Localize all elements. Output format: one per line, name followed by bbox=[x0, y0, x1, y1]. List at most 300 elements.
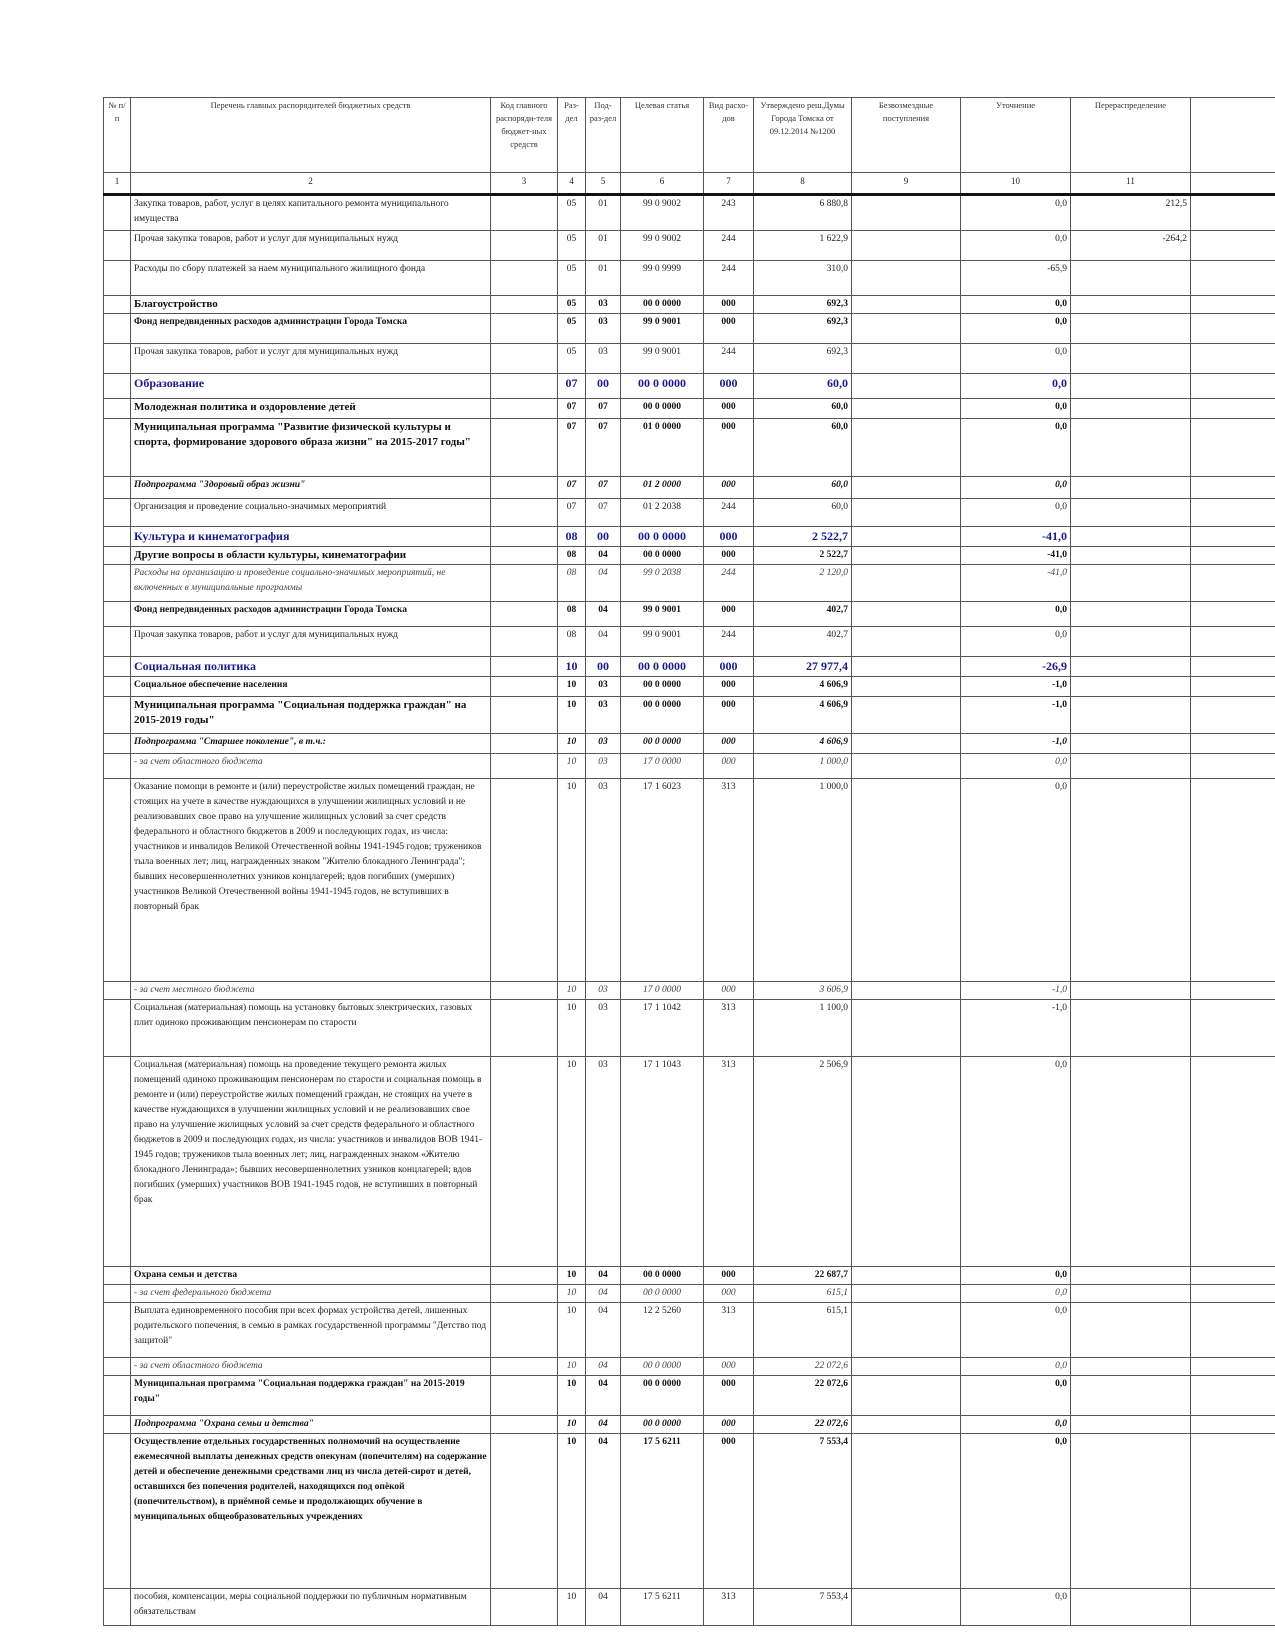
row-number bbox=[104, 982, 131, 1000]
row-approved-amount: 27 977,4 bbox=[754, 657, 852, 677]
row-number bbox=[104, 565, 131, 602]
row-target-article: 01 0 0000 bbox=[621, 419, 704, 477]
row-approved-amount: 60,0 bbox=[754, 419, 852, 477]
row-target-article: 99 0 2038 bbox=[621, 565, 704, 602]
row-code bbox=[491, 399, 558, 419]
row-extra bbox=[1191, 754, 1275, 779]
row-expense-type: 000 bbox=[704, 982, 754, 1000]
column-number: 11 bbox=[1071, 173, 1191, 195]
row-section: 07 bbox=[558, 374, 586, 399]
row-code bbox=[491, 677, 558, 697]
row-number bbox=[104, 734, 131, 754]
table-row bbox=[104, 1358, 1275, 1376]
row-description: Оказание помощи в ремонте и (или) переустройстве жилых помещений граждан, не стоящих на учете в качестве нуждающихся в улучшении жилищных условий и не реализовавших свое право на улучшение жилищных условий за счет средств федерального и областного бюджетов в 2009 и последующих годах, из числа: участников и инвалидов Великой Отечественной войны 1941-1945 годов; тружеников тыла военных лет; лиц, награжденных знаком "Жителю блокадного Ленинграда"; бывших несовершеннолетних узников концлагерей; вдов погибших (умерших) участников Великой Отечественной войны 1941-1945 годов, не вступивших в повторный брак bbox=[131, 779, 491, 982]
table-row bbox=[104, 314, 1275, 344]
row-approved-amount: 1 622,9 bbox=[754, 231, 852, 261]
row-description: Другие вопросы в области культуры, кинематографии bbox=[131, 547, 491, 565]
row-expense-type: 000 bbox=[704, 296, 754, 314]
row-code bbox=[491, 627, 558, 657]
row-approved-amount: 4 606,9 bbox=[754, 734, 852, 754]
row-section: 05 bbox=[558, 344, 586, 374]
row-grants bbox=[852, 314, 961, 344]
row-extra bbox=[1191, 1358, 1275, 1376]
table-row bbox=[104, 657, 1275, 677]
row-section: 07 bbox=[558, 499, 586, 527]
row-code bbox=[491, 602, 558, 627]
table-row bbox=[104, 602, 1275, 627]
row-section: 08 bbox=[558, 627, 586, 657]
row-grants bbox=[852, 231, 961, 261]
row-code bbox=[491, 754, 558, 779]
row-subsection: 01 bbox=[586, 261, 621, 296]
row-extra bbox=[1191, 477, 1275, 499]
row-subsection: 00 bbox=[586, 657, 621, 677]
row-description: Фонд непредвиденных расходов администрации Города Томска bbox=[131, 314, 491, 344]
row-target-article: 17 0 0000 bbox=[621, 982, 704, 1000]
row-number bbox=[104, 1358, 131, 1376]
row-section: 10 bbox=[558, 1267, 586, 1285]
row-section: 05 bbox=[558, 261, 586, 296]
row-redistribution bbox=[1071, 1434, 1191, 1589]
row-extra bbox=[1191, 657, 1275, 677]
row-number bbox=[104, 754, 131, 779]
row-section: 08 bbox=[558, 527, 586, 547]
row-description: Подпрограмма "Здоровый образ жизни" bbox=[131, 477, 491, 499]
row-code bbox=[491, 1057, 558, 1267]
row-code bbox=[491, 499, 558, 527]
row-description: Муниципальная программа "Социальная поддержка граждан" на 2015-2019 годы" bbox=[131, 697, 491, 734]
row-extra bbox=[1191, 344, 1275, 374]
row-target-article: 00 0 0000 bbox=[621, 296, 704, 314]
row-grants bbox=[852, 982, 961, 1000]
row-expense-type: 000 bbox=[704, 677, 754, 697]
row-code bbox=[491, 1358, 558, 1376]
table-row bbox=[104, 296, 1275, 314]
row-number bbox=[104, 602, 131, 627]
row-clarification: -26,9 bbox=[961, 657, 1071, 677]
table-row bbox=[104, 1057, 1275, 1267]
row-description: Подпрограмма "Охрана семьи и детства" bbox=[131, 1416, 491, 1434]
row-approved-amount: 22 072,6 bbox=[754, 1416, 852, 1434]
row-redistribution bbox=[1071, 374, 1191, 399]
row-approved-amount: 692,3 bbox=[754, 344, 852, 374]
row-extra bbox=[1191, 982, 1275, 1000]
row-grants bbox=[852, 1434, 961, 1589]
table-row bbox=[104, 627, 1275, 657]
row-code bbox=[491, 527, 558, 547]
row-code bbox=[491, 374, 558, 399]
row-description: Прочая закупка товаров, работ и услуг для муниципальных нужд bbox=[131, 627, 491, 657]
row-redistribution bbox=[1071, 627, 1191, 657]
row-description: Подпрограмма "Старшее поколение", в т.ч.: bbox=[131, 734, 491, 754]
row-approved-amount: 22 072,6 bbox=[754, 1376, 852, 1416]
row-number bbox=[104, 1589, 131, 1626]
row-extra bbox=[1191, 527, 1275, 547]
row-grants bbox=[852, 374, 961, 399]
row-redistribution bbox=[1071, 261, 1191, 296]
column-number: 5 bbox=[586, 173, 621, 195]
column-number: 8 bbox=[754, 173, 852, 195]
row-approved-amount: 7 553,4 bbox=[754, 1589, 852, 1626]
row-section: 10 bbox=[558, 1285, 586, 1303]
row-redistribution bbox=[1071, 982, 1191, 1000]
header-col-redistribution: Перераспределение bbox=[1071, 98, 1191, 173]
column-number: 7 bbox=[704, 173, 754, 195]
row-redistribution bbox=[1071, 419, 1191, 477]
row-extra bbox=[1191, 314, 1275, 344]
row-approved-amount: 2 522,7 bbox=[754, 527, 852, 547]
row-expense-type: 244 bbox=[704, 565, 754, 602]
row-extra bbox=[1191, 1376, 1275, 1416]
row-expense-type: 000 bbox=[704, 754, 754, 779]
row-code bbox=[491, 565, 558, 602]
row-target-article: 00 0 0000 bbox=[621, 1285, 704, 1303]
row-subsection: 00 bbox=[586, 527, 621, 547]
row-extra bbox=[1191, 1285, 1275, 1303]
column-number: 10 bbox=[961, 173, 1071, 195]
row-grants bbox=[852, 565, 961, 602]
row-clarification: 0,0 bbox=[961, 399, 1071, 419]
row-clarification: 0,0 bbox=[961, 314, 1071, 344]
header-col-clarification: Уточнение bbox=[961, 98, 1071, 173]
row-description: Культура и кинематография bbox=[131, 527, 491, 547]
header-col-subsection: Под-раз-дел bbox=[586, 98, 621, 173]
row-number bbox=[104, 1285, 131, 1303]
row-target-article: 99 0 9002 bbox=[621, 231, 704, 261]
row-target-article: 17 1 1043 bbox=[621, 1057, 704, 1267]
row-grants bbox=[852, 1358, 961, 1376]
table-row bbox=[104, 399, 1275, 419]
row-approved-amount: 4 606,9 bbox=[754, 697, 852, 734]
row-redistribution bbox=[1071, 477, 1191, 499]
row-code bbox=[491, 1303, 558, 1358]
row-clarification: 0,0 bbox=[961, 1416, 1071, 1434]
row-approved-amount: 310,0 bbox=[754, 261, 852, 296]
row-target-article: 00 0 0000 bbox=[621, 677, 704, 697]
row-description: Муниципальная программа "Развитие физической культуры и спорта, формирование здорового образа жизни" на 2015-2017 годы" bbox=[131, 419, 491, 477]
row-section: 07 bbox=[558, 399, 586, 419]
row-redistribution bbox=[1071, 1057, 1191, 1267]
row-clarification: 0,0 bbox=[961, 754, 1071, 779]
table-row bbox=[104, 1267, 1275, 1285]
row-clarification: 0,0 bbox=[961, 1267, 1071, 1285]
row-expense-type: 000 bbox=[704, 1267, 754, 1285]
row-grants bbox=[852, 754, 961, 779]
row-target-article: 99 0 9001 bbox=[621, 344, 704, 374]
row-grants bbox=[852, 344, 961, 374]
row-target-article: 00 0 0000 bbox=[621, 1416, 704, 1434]
row-clarification: 0,0 bbox=[961, 1057, 1071, 1267]
header-col-code: Код главного распоряди-теля бюджет-ных средств bbox=[491, 98, 558, 173]
row-redistribution bbox=[1071, 1358, 1191, 1376]
row-description: - за счет областного бюджета bbox=[131, 754, 491, 779]
row-extra bbox=[1191, 1267, 1275, 1285]
row-code bbox=[491, 1000, 558, 1057]
row-extra bbox=[1191, 499, 1275, 527]
row-subsection: 03 bbox=[586, 677, 621, 697]
row-clarification: 0,0 bbox=[961, 477, 1071, 499]
row-number bbox=[104, 261, 131, 296]
row-description: Организация и проведение социально-значимых мероприятий bbox=[131, 499, 491, 527]
row-subsection: 03 bbox=[586, 296, 621, 314]
row-grants bbox=[852, 1057, 961, 1267]
row-redistribution bbox=[1071, 314, 1191, 344]
row-description: Прочая закупка товаров, работ и услуг для муниципальных нужд bbox=[131, 231, 491, 261]
row-extra bbox=[1191, 677, 1275, 697]
row-section: 10 bbox=[558, 1589, 586, 1626]
row-section: 10 bbox=[558, 1358, 586, 1376]
row-clarification: 0,0 bbox=[961, 1358, 1071, 1376]
row-subsection: 04 bbox=[586, 1285, 621, 1303]
row-redistribution bbox=[1071, 697, 1191, 734]
row-section: 10 bbox=[558, 657, 586, 677]
row-subsection: 04 bbox=[586, 1376, 621, 1416]
row-number bbox=[104, 195, 131, 231]
row-extra bbox=[1191, 231, 1275, 261]
row-expense-type: 244 bbox=[704, 261, 754, 296]
row-description: Образование bbox=[131, 374, 491, 399]
row-approved-amount: 60,0 bbox=[754, 499, 852, 527]
row-section: 05 bbox=[558, 195, 586, 231]
row-expense-type: 244 bbox=[704, 344, 754, 374]
row-grants bbox=[852, 1303, 961, 1358]
row-redistribution bbox=[1071, 734, 1191, 754]
row-approved-amount: 2 120,0 bbox=[754, 565, 852, 602]
row-extra bbox=[1191, 547, 1275, 565]
row-clarification: -1,0 bbox=[961, 734, 1071, 754]
row-subsection: 04 bbox=[586, 602, 621, 627]
row-code bbox=[491, 344, 558, 374]
row-number bbox=[104, 1434, 131, 1589]
row-extra bbox=[1191, 779, 1275, 982]
row-expense-type: 000 bbox=[704, 1285, 754, 1303]
row-section: 10 bbox=[558, 754, 586, 779]
row-redistribution bbox=[1071, 779, 1191, 982]
row-extra bbox=[1191, 627, 1275, 657]
column-number: 1 bbox=[104, 173, 131, 195]
row-description: Благоустройство bbox=[131, 296, 491, 314]
row-expense-type: 000 bbox=[704, 374, 754, 399]
row-section: 10 bbox=[558, 677, 586, 697]
row-expense-type: 000 bbox=[704, 419, 754, 477]
row-number bbox=[104, 296, 131, 314]
column-number-row bbox=[104, 173, 1275, 195]
row-number bbox=[104, 1267, 131, 1285]
row-number bbox=[104, 314, 131, 344]
row-number bbox=[104, 657, 131, 677]
row-target-article: 00 0 0000 bbox=[621, 657, 704, 677]
row-number bbox=[104, 1376, 131, 1416]
row-code bbox=[491, 261, 558, 296]
row-approved-amount: 1 000,0 bbox=[754, 779, 852, 982]
row-approved-amount: 1 000,0 bbox=[754, 754, 852, 779]
row-description: Социальная политика bbox=[131, 657, 491, 677]
column-number: 6 bbox=[621, 173, 704, 195]
table-row bbox=[104, 1376, 1275, 1416]
row-redistribution: -264,2 bbox=[1071, 231, 1191, 261]
row-expense-type: 000 bbox=[704, 527, 754, 547]
row-section: 05 bbox=[558, 314, 586, 344]
table-row bbox=[104, 477, 1275, 499]
row-code bbox=[491, 547, 558, 565]
row-clarification: 0,0 bbox=[961, 602, 1071, 627]
row-description: - за счет областного бюджета bbox=[131, 1358, 491, 1376]
row-section: 10 bbox=[558, 1416, 586, 1434]
row-subsection: 01 bbox=[586, 231, 621, 261]
row-grants bbox=[852, 547, 961, 565]
row-subsection: 04 bbox=[586, 1434, 621, 1589]
row-extra bbox=[1191, 374, 1275, 399]
row-expense-type: 313 bbox=[704, 1589, 754, 1626]
row-code bbox=[491, 1267, 558, 1285]
row-clarification: 0,0 bbox=[961, 419, 1071, 477]
row-code bbox=[491, 231, 558, 261]
table-row bbox=[104, 195, 1275, 231]
row-target-article: 00 0 0000 bbox=[621, 527, 704, 547]
row-clarification: 0,0 bbox=[961, 344, 1071, 374]
row-grants bbox=[852, 734, 961, 754]
column-number: 9 bbox=[852, 173, 961, 195]
row-clarification: 0,0 bbox=[961, 1434, 1071, 1589]
row-expense-type: 000 bbox=[704, 657, 754, 677]
row-description: Социальная (материальная) помощь на установку бытовых электрических, газовых плит одиноко проживающим пенсионерам по старости bbox=[131, 1000, 491, 1057]
row-extra bbox=[1191, 602, 1275, 627]
row-grants bbox=[852, 1416, 961, 1434]
row-subsection: 03 bbox=[586, 754, 621, 779]
row-grants bbox=[852, 399, 961, 419]
row-expense-type: 000 bbox=[704, 1434, 754, 1589]
row-clarification: 0,0 bbox=[961, 195, 1071, 231]
budget-table bbox=[103, 97, 1275, 1626]
row-expense-type: 000 bbox=[704, 1416, 754, 1434]
row-section: 10 bbox=[558, 982, 586, 1000]
row-clarification: 0,0 bbox=[961, 1589, 1071, 1626]
row-target-article: 17 1 1042 bbox=[621, 1000, 704, 1057]
row-target-article: 12 2 5260 bbox=[621, 1303, 704, 1358]
row-target-article: 00 0 0000 bbox=[621, 547, 704, 565]
row-code bbox=[491, 1589, 558, 1626]
row-redistribution bbox=[1071, 1376, 1191, 1416]
row-grants bbox=[852, 261, 961, 296]
row-expense-type: 313 bbox=[704, 1057, 754, 1267]
row-subsection: 03 bbox=[586, 1000, 621, 1057]
row-subsection: 04 bbox=[586, 1416, 621, 1434]
row-extra bbox=[1191, 565, 1275, 602]
row-approved-amount: 22 687,7 bbox=[754, 1267, 852, 1285]
row-redistribution bbox=[1071, 602, 1191, 627]
row-clarification: 0,0 bbox=[961, 499, 1071, 527]
row-subsection: 03 bbox=[586, 734, 621, 754]
row-extra bbox=[1191, 1000, 1275, 1057]
row-approved-amount: 60,0 bbox=[754, 477, 852, 499]
row-subsection: 00 bbox=[586, 374, 621, 399]
row-code bbox=[491, 657, 558, 677]
row-number bbox=[104, 1303, 131, 1358]
header-col-expense-type: Вид расхо-дов bbox=[704, 98, 754, 173]
row-target-article: 17 5 6211 bbox=[621, 1589, 704, 1626]
row-description: Расходы на организацию и проведение социально-значимых мероприятий, не включенных в муниципальные программы bbox=[131, 565, 491, 602]
table-row bbox=[104, 734, 1275, 754]
row-section: 10 bbox=[558, 1000, 586, 1057]
row-section: 10 bbox=[558, 697, 586, 734]
header-col-target: Целевая статья bbox=[621, 98, 704, 173]
row-subsection: 04 bbox=[586, 1589, 621, 1626]
row-number bbox=[104, 1416, 131, 1434]
row-description: Социальная (материальная) помощь на проведение текущего ремонта жилых помещений одиноко проживающим пенсионерам по старости и социальная помощь в ремонте и (или) переустройстве жилых помещений граждан, не стоящих на учете в качестве нуждающихся в улучшении жилищных условий и не реализовавших свое право на улучшение жилищных условий за счет средств федерального и областного бюджетов в 2009 и последующих годах, из числа: участников и инвалидов ВОВ 1941-1945 годов; тружеников тыла военных лет; лиц, награжденных знаком «Жителю блокадного Ленинграда»; бывших несовершеннолетних узников концлагерей; вдов погибших (умерших) участников ВОВ 1941-1945 годов, не вступивших в повторный брак bbox=[131, 1057, 491, 1267]
row-subsection: 04 bbox=[586, 547, 621, 565]
row-subsection: 04 bbox=[586, 565, 621, 602]
table-row bbox=[104, 677, 1275, 697]
row-approved-amount: 692,3 bbox=[754, 296, 852, 314]
table-row bbox=[104, 261, 1275, 296]
row-subsection: 03 bbox=[586, 1057, 621, 1267]
row-clarification: -1,0 bbox=[961, 697, 1071, 734]
table-row bbox=[104, 499, 1275, 527]
column-number bbox=[1191, 173, 1275, 195]
row-redistribution bbox=[1071, 1267, 1191, 1285]
table-body bbox=[104, 195, 1275, 1626]
row-redistribution bbox=[1071, 547, 1191, 565]
table-row bbox=[104, 1434, 1275, 1589]
table-row bbox=[104, 419, 1275, 477]
row-number bbox=[104, 477, 131, 499]
header-col-number: № п/п bbox=[104, 98, 131, 173]
row-target-article: 17 1 6023 bbox=[621, 779, 704, 982]
row-subsection: 03 bbox=[586, 779, 621, 982]
row-section: 08 bbox=[558, 602, 586, 627]
row-number bbox=[104, 374, 131, 399]
row-code bbox=[491, 195, 558, 231]
row-clarification: 0,0 bbox=[961, 627, 1071, 657]
row-clarification: 0,0 bbox=[961, 1303, 1071, 1358]
row-subsection: 07 bbox=[586, 499, 621, 527]
row-grants bbox=[852, 195, 961, 231]
row-redistribution bbox=[1071, 657, 1191, 677]
row-number bbox=[104, 1000, 131, 1057]
row-number bbox=[104, 697, 131, 734]
header-col-grants: Безвозмездные поступления bbox=[852, 98, 961, 173]
row-expense-type: 000 bbox=[704, 697, 754, 734]
row-grants bbox=[852, 499, 961, 527]
table-row bbox=[104, 1285, 1275, 1303]
row-subsection: 03 bbox=[586, 697, 621, 734]
table-row bbox=[104, 374, 1275, 399]
row-description: - за счет федерального бюджета bbox=[131, 1285, 491, 1303]
row-subsection: 07 bbox=[586, 477, 621, 499]
row-subsection: 04 bbox=[586, 1358, 621, 1376]
row-target-article: 99 0 9001 bbox=[621, 627, 704, 657]
row-expense-type: 244 bbox=[704, 499, 754, 527]
row-code bbox=[491, 477, 558, 499]
row-grants bbox=[852, 602, 961, 627]
row-number bbox=[104, 419, 131, 477]
row-target-article: 99 0 9002 bbox=[621, 195, 704, 231]
row-expense-type: 313 bbox=[704, 1000, 754, 1057]
row-clarification: 0,0 bbox=[961, 1285, 1071, 1303]
row-number bbox=[104, 677, 131, 697]
row-description: Охрана семьи и детства bbox=[131, 1267, 491, 1285]
row-expense-type: 000 bbox=[704, 314, 754, 344]
row-clarification: -1,0 bbox=[961, 677, 1071, 697]
row-section: 10 bbox=[558, 1376, 586, 1416]
row-expense-type: 244 bbox=[704, 231, 754, 261]
row-description: - за счет местного бюджета bbox=[131, 982, 491, 1000]
row-section: 08 bbox=[558, 565, 586, 602]
row-extra bbox=[1191, 734, 1275, 754]
row-extra bbox=[1191, 399, 1275, 419]
row-target-article: 99 0 9999 bbox=[621, 261, 704, 296]
row-approved-amount: 6 880,8 bbox=[754, 195, 852, 231]
